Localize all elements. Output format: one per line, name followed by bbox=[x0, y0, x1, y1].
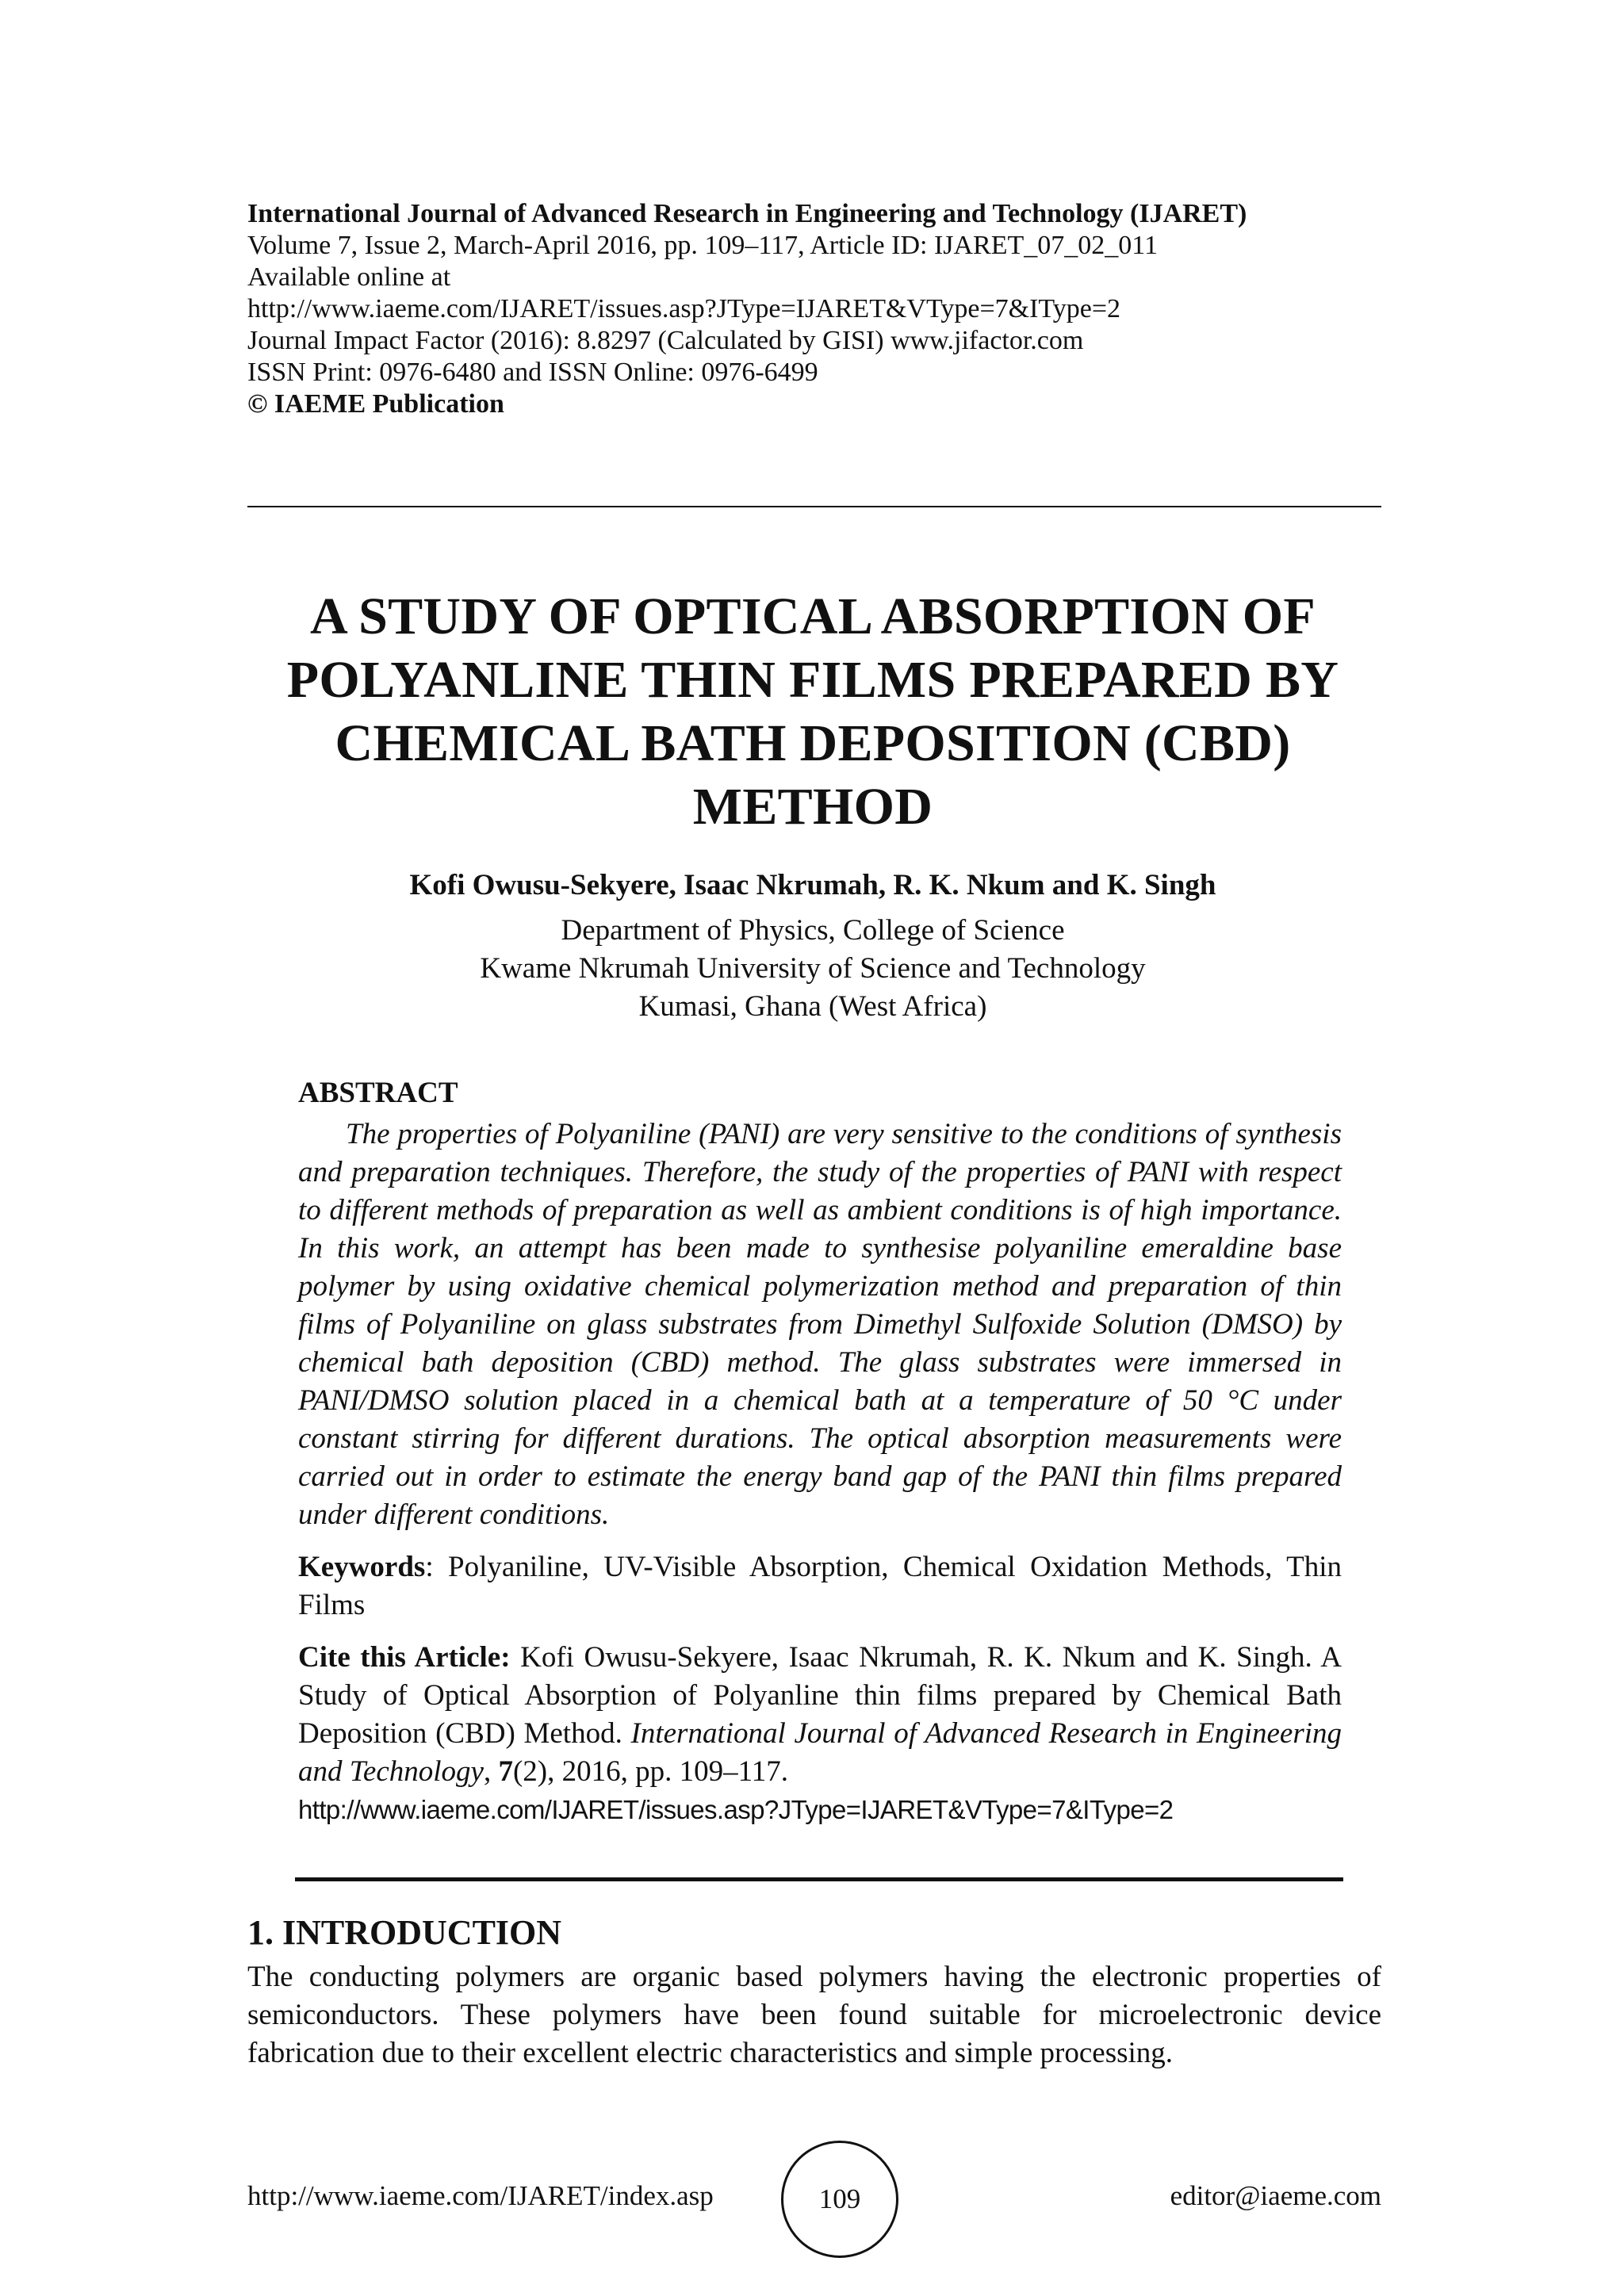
journal-name: International Journal of Advanced Research in Engineering and Technology (IJARET) bbox=[247, 199, 1247, 228]
available-online: Available online at bbox=[247, 262, 451, 292]
journal-header bbox=[247, 198, 1381, 420]
impact-factor: Journal Impact Factor (2016): 8.8297 (Calculated by GISI) www.jifactor.com bbox=[247, 326, 1084, 355]
keywords bbox=[298, 1548, 1342, 1624]
introduction-text: The conducting polymers are organic based polymers having the electronic properties of semiconductors. These polymers have been found suitable for microelectronic device fabrication due to their excellent electric characteristics and simple processing. bbox=[247, 1961, 1381, 2069]
keywords-text: : Polyaniline, UV-Visible Absorption, Chemical Oxidation Methods, Thin Films bbox=[298, 1551, 1342, 1621]
volume-info: Volume 7, Issue 2, March-April 2016, pp. 109–117, Article ID: IJARET_07_02_011 bbox=[247, 231, 1158, 260]
affiliation bbox=[238, 912, 1388, 1026]
paper-title: A STUDY OF OPTICAL ABSORPTION OF POLYANLINE THIN FILMS PREPARED BY CHEMICAL BATH DEPOSITION (CBD) METHOD bbox=[286, 587, 1339, 836]
publisher: © IAEME Publication bbox=[247, 389, 504, 419]
introduction-heading: 1. INTRODUCTION bbox=[247, 1913, 562, 1952]
keywords-label: Keywords bbox=[298, 1551, 426, 1583]
affiliation-dept: Department of Physics, College of Science bbox=[561, 914, 1065, 947]
citation bbox=[298, 1639, 1342, 1829]
author-list: Kofi Owusu-Sekyere, Isaac Nkrumah, R. K. Nkum and K. Singh bbox=[409, 869, 1216, 901]
citation-divider bbox=[295, 1877, 1343, 1881]
abstract-text: The properties of Polyaniline (PANI) are very sensitive to the conditions of synthesis and preparation techniques. Therefore, the study of the properties of PANI with respect to different methods of preparation as well as ambient conditions is of high importance. In this work, an attempt has been made to synthesise polyaniline emeraldine base polymer by using oxidative chemical polymerization method and preparation of thin films of Polyaniline on glass substrates from Dimethyl Sulfoxide Solution (DMSO) by chemical bath deposition (CBD) method. The glass substrates were immersed in PANI/DMSO solution placed in a chemical bath at a temperature of 50 °C under constant stirring for different durations. The optical absorption measurements were carried out in order to estimate the energy band gap of the PANI thin films prepared under different conditions. bbox=[298, 1118, 1342, 1531]
footer-email[interactable]: editor@iaeme.com bbox=[1170, 2180, 1381, 2211]
footer-url[interactable]: http://www.iaeme.com/IJARET/index.asp bbox=[247, 2180, 714, 2211]
abstract-section bbox=[298, 1074, 1342, 1829]
header-divider bbox=[247, 506, 1381, 507]
affiliation-university: Kwame Nkrumah University of Science and Technology bbox=[480, 952, 1146, 985]
abstract-heading: ABSTRACT bbox=[298, 1077, 458, 1109]
affiliation-city: Kumasi, Ghana (West Africa) bbox=[638, 990, 987, 1023]
citation-volume: 7 bbox=[498, 1755, 513, 1788]
citation-label: Cite this Article: bbox=[298, 1641, 511, 1674]
page-number: 109 bbox=[781, 2141, 898, 2258]
issn-info: ISSN Print: 0976-6480 and ISSN Online: 0976-6499 bbox=[247, 358, 818, 387]
introduction-section bbox=[247, 1912, 1381, 2072]
citation-pages: (2), 2016, pp. 109–117. bbox=[512, 1755, 789, 1788]
issue-url[interactable]: http://www.iaeme.com/IJARET/issues.asp?JType=IJARET&VType=7&IType=2 bbox=[247, 294, 1121, 323]
citation-url[interactable]: http://www.iaeme.com/IJARET/issues.asp?JType=IJARET&VType=7&IType=2 bbox=[298, 1795, 1174, 1824]
citation-text: Kofi Owusu-Sekyere, Isaac Nkrumah, R. K. Nkum and K. Singh. A Study of Optical Absorption of Polyanline thin films prepared by Chemical Bath Deposition (CBD) Method. bbox=[298, 1641, 1342, 1750]
citation-journal: International Journal of Advanced Research in Engineering and Technology bbox=[298, 1717, 1342, 1788]
citation-separator: , bbox=[483, 1755, 499, 1788]
